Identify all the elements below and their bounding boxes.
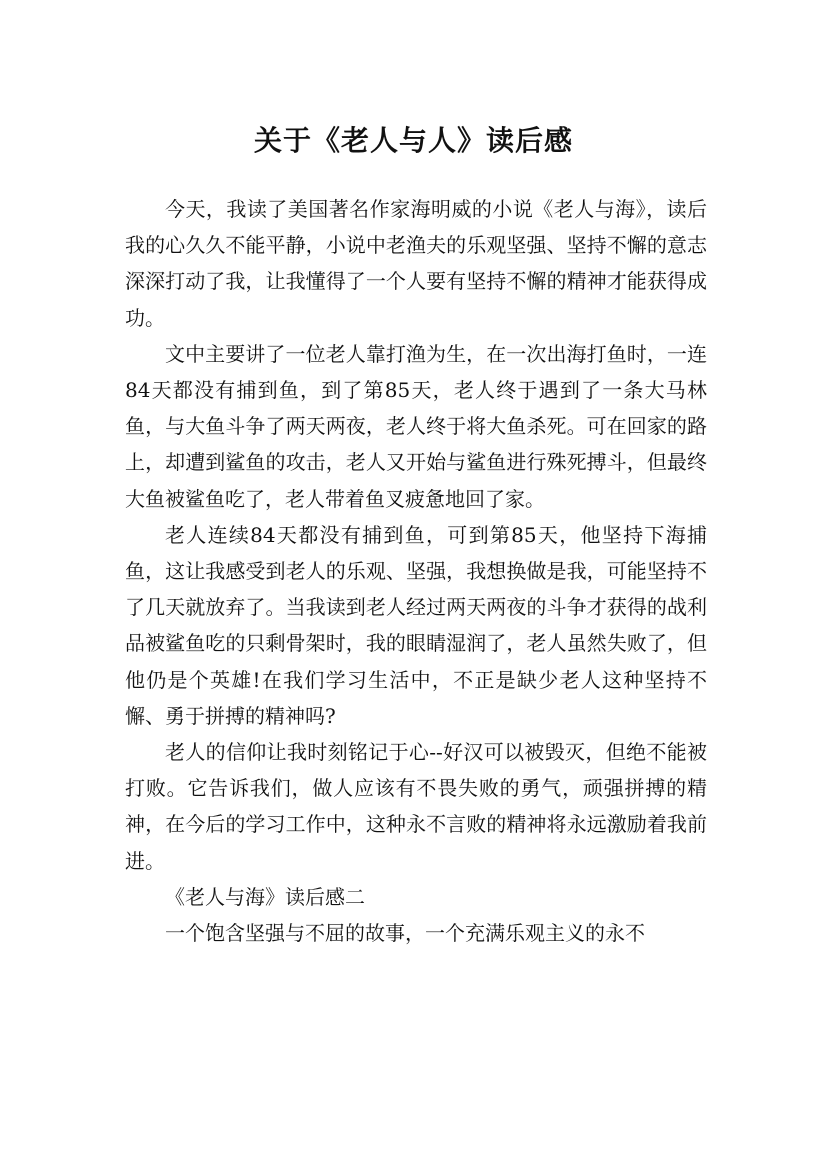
paragraph-5: 一个饱含坚强与不屈的故事，一个充满乐观主义的永不 [165,921,645,946]
paragraph-3: 老人连续84天都没有捕到鱼，可到第85天，他坚持下海捕鱼，这让我感受到老人的乐观、坚强，我想换做是我，可能坚持不了几天就放弃了。当我读到老人经过两天两夜的斗争才获得的战利品被鲨鱼吃的只剩骨架时，我的眼睛湿润了，老人虽然失败了，但他仍是个英雄!在我们学习生活中，不正是缺少老人这种坚持不懈、勇于拼搏的精神吗? [125,522,707,728]
section-subheading: 《老人与海》读后感二 [165,884,365,909]
paragraph-2: 文中主要讲了一位老人靠打渔为生，在一次出海打鱼时，一连84天都没有捕到鱼，到了第85天，老人终于遇到了一条大马林鱼，与大鱼斗争了两天两夜，老人终于将大鱼杀死。可在回家的路上，却遭到鲨鱼的攻击，老人又开始与鲨鱼进行殊死搏斗，但最终大鱼被鲨鱼吃了，老人带着鱼叉疲惫地回了家。 [125,341,707,511]
paragraph-4: 老人的信仰让我时刻铭记于心--好汉可以被毁灭，但绝不能被打败。它告诉我们，做人应该有不畏失败的勇气，顽强拼搏的精神，在今后的学习工作中，这种永不言败的精神将永远激励着我前进。 [125,740,707,873]
document-title: 关于《老人与人》读后感 [253,123,573,157]
document-body [125,191,707,951]
paragraph-1: 今天，我读了美国著名作家海明威的小说《老人与海》，读后我的心久久不能平静，小说中老渔夫的乐观坚强、坚持不懈的意志深深打动了我，让我懂得了一个人要有坚持不懈的精神才能获得成功。 [125,197,707,330]
